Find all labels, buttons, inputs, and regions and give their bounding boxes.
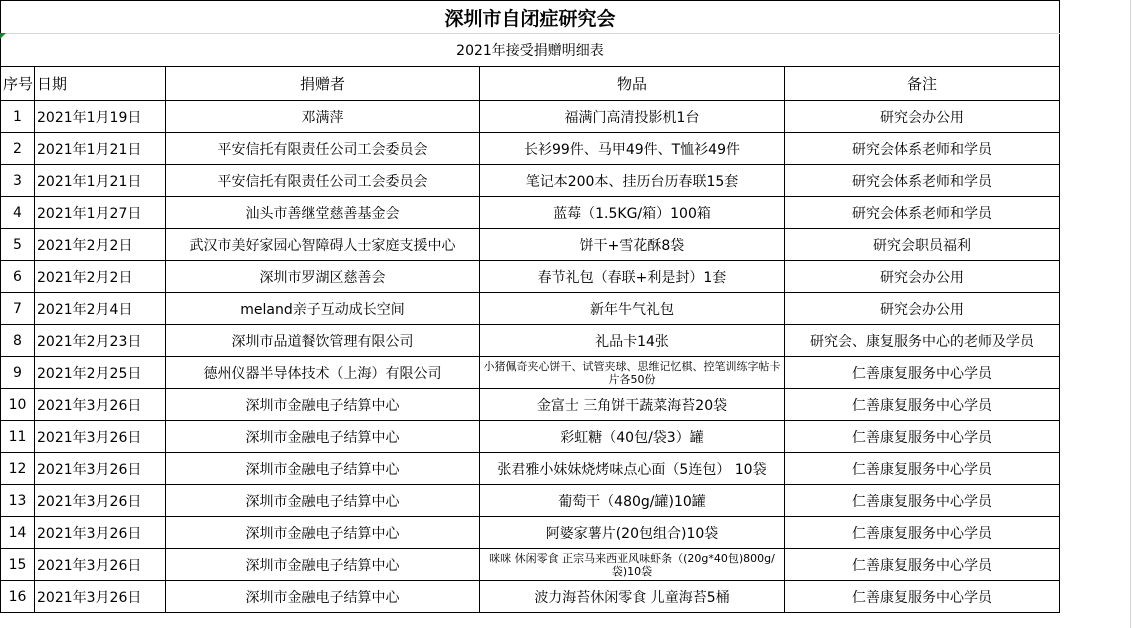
cell-note[interactable]: 研究会体系老师和学员 <box>785 165 1060 197</box>
header-note[interactable]: 备注 <box>785 67 1060 101</box>
cell-item[interactable]: 彩虹糖（40包/袋3）罐 <box>480 421 785 453</box>
header-seq[interactable]: 序号 <box>1 67 35 101</box>
cell-item[interactable]: 礼品卡14张 <box>480 325 785 357</box>
cell-seq[interactable]: 10 <box>1 389 35 421</box>
cell-note[interactable]: 仁善康复服务中心学员 <box>785 357 1060 389</box>
cell-seq[interactable]: 15 <box>1 549 35 581</box>
table-row <box>1 101 1060 133</box>
cell-note[interactable]: 仁善康复服务中心学员 <box>785 549 1060 581</box>
cell-date[interactable]: 2021年2月25日 <box>35 357 166 389</box>
title-row <box>1 1 1060 34</box>
cell-note[interactable]: 仁善康复服务中心学员 <box>785 453 1060 485</box>
cell-item[interactable]: 福满门高清投影机1台 <box>480 101 785 133</box>
cell-date[interactable]: 2021年3月26日 <box>35 549 166 581</box>
cell-date[interactable]: 2021年2月2日 <box>35 261 166 293</box>
cell-date[interactable]: 2021年3月26日 <box>35 517 166 549</box>
cell-date[interactable]: 2021年1月21日 <box>35 133 166 165</box>
cell-date[interactable]: 2021年2月23日 <box>35 325 166 357</box>
cell-seq[interactable]: 7 <box>1 293 35 325</box>
table-row <box>1 389 1060 421</box>
cell-seq[interactable]: 1 <box>1 101 35 133</box>
cell-date[interactable]: 2021年3月26日 <box>35 581 166 613</box>
cell-donor[interactable]: 深圳市罗湖区慈善会 <box>166 261 480 293</box>
cell-item[interactable]: 金富士 三角饼干蔬菜海苔20袋 <box>480 389 785 421</box>
cell-note[interactable]: 研究会办公用 <box>785 261 1060 293</box>
cell-donor[interactable]: 平安信托有限责任公司工会委员会 <box>166 133 480 165</box>
cell-item[interactable]: 春节礼包（春联+利是封）1套 <box>480 261 785 293</box>
cell-note[interactable]: 研究会、康复服务中心的老师及学员 <box>785 325 1060 357</box>
cell-seq[interactable]: 8 <box>1 325 35 357</box>
header-date[interactable]: 日期 <box>35 67 166 101</box>
table-row <box>1 581 1060 613</box>
cell-seq[interactable]: 11 <box>1 421 35 453</box>
cell-date[interactable]: 2021年1月19日 <box>35 101 166 133</box>
cell-note[interactable]: 研究会体系老师和学员 <box>785 197 1060 229</box>
table-row <box>1 485 1060 517</box>
cell-note[interactable]: 仁善康复服务中心学员 <box>785 485 1060 517</box>
cell-item[interactable]: 葡萄干（480g/罐)10罐 <box>480 485 785 517</box>
table-row <box>1 453 1060 485</box>
cell-donor[interactable]: 深圳市金融电子结算中心 <box>166 389 480 421</box>
cell-item[interactable]: 张君雅小妹妹烧烤味点心面（5连包） 10袋 <box>480 453 785 485</box>
cell-date[interactable]: 2021年2月2日 <box>35 229 166 261</box>
table-row <box>1 261 1060 293</box>
cell-note[interactable]: 研究会办公用 <box>785 293 1060 325</box>
cell-donor[interactable]: 武汉市美好家园心智障碍人士家庭支援中心 <box>166 229 480 261</box>
cell-seq[interactable]: 12 <box>1 453 35 485</box>
cell-donor[interactable]: 深圳市品道餐饮管理有限公司 <box>166 325 480 357</box>
cell-item[interactable]: 长衫99件、马甲49件、T恤衫49件 <box>480 133 785 165</box>
sheet-title[interactable]: 深圳市自闭症研究会 <box>1 1 1060 34</box>
header-item[interactable]: 物品 <box>480 67 785 101</box>
cell-seq[interactable]: 9 <box>1 357 35 389</box>
cell-note[interactable]: 研究会体系老师和学员 <box>785 133 1060 165</box>
cell-donor[interactable]: 深圳市金融电子结算中心 <box>166 485 480 517</box>
cell-donor[interactable]: meland亲子互动成长空间 <box>166 293 480 325</box>
cell-note[interactable]: 仁善康复服务中心学员 <box>785 389 1060 421</box>
cell-item[interactable]: 新年牛气礼包 <box>480 293 785 325</box>
cell-donor[interactable]: 汕头市善继堂慈善基金会 <box>166 197 480 229</box>
cell-date[interactable]: 2021年3月26日 <box>35 421 166 453</box>
cell-item[interactable]: 小猪佩奇夹心饼干、试管夹球、思维记忆棋、控笔训练字帖卡片各50份 <box>480 357 785 389</box>
cell-note[interactable]: 研究会职员福利 <box>785 229 1060 261</box>
cell-donor[interactable]: 邓满萍 <box>166 101 480 133</box>
cell-seq[interactable]: 13 <box>1 485 35 517</box>
cell-corner-marker <box>0 33 6 39</box>
table-row <box>1 293 1060 325</box>
cell-seq[interactable]: 14 <box>1 517 35 549</box>
cell-date[interactable]: 2021年3月26日 <box>35 485 166 517</box>
cell-donor[interactable]: 德州仪器半导体技术（上海）有限公司 <box>166 357 480 389</box>
cell-seq[interactable]: 6 <box>1 261 35 293</box>
cell-item[interactable]: 咪咪 休闲零食 正宗马来西亚风味虾条（(20g*40包)800g/袋)10袋 <box>480 549 785 581</box>
table-row <box>1 197 1060 229</box>
cell-item[interactable]: 阿婆家薯片(20包组合)10袋 <box>480 517 785 549</box>
cell-item[interactable]: 波力海苔休闲零食 儿童海苔5桶 <box>480 581 785 613</box>
table-row <box>1 133 1060 165</box>
cell-seq[interactable]: 3 <box>1 165 35 197</box>
cell-donor[interactable]: 深圳市金融电子结算中心 <box>166 453 480 485</box>
sheet-subtitle[interactable]: 2021年接受捐赠明细表 <box>1 34 1060 67</box>
cell-note[interactable]: 仁善康复服务中心学员 <box>785 581 1060 613</box>
cell-date[interactable]: 2021年1月27日 <box>35 197 166 229</box>
cell-seq[interactable]: 16 <box>1 581 35 613</box>
cell-date[interactable]: 2021年3月26日 <box>35 389 166 421</box>
cell-donor[interactable]: 深圳市金融电子结算中心 <box>166 421 480 453</box>
cell-donor[interactable]: 深圳市金融电子结算中心 <box>166 517 480 549</box>
gridline <box>1130 0 1131 628</box>
cell-donor[interactable]: 深圳市金融电子结算中心 <box>166 581 480 613</box>
cell-seq[interactable]: 4 <box>1 197 35 229</box>
table-row <box>1 325 1060 357</box>
subtitle-row <box>1 34 1060 67</box>
table-row <box>1 517 1060 549</box>
cell-donor[interactable]: 深圳市金融电子结算中心 <box>166 549 480 581</box>
cell-item[interactable]: 蓝莓（1.5KG/箱）100箱 <box>480 197 785 229</box>
cell-donor[interactable]: 平安信托有限责任公司工会委员会 <box>166 165 480 197</box>
table-row <box>1 165 1060 197</box>
cell-seq[interactable]: 2 <box>1 133 35 165</box>
cell-date[interactable]: 2021年3月26日 <box>35 453 166 485</box>
table-row <box>1 229 1060 261</box>
header-row <box>1 67 1060 101</box>
cell-note[interactable]: 仁善康复服务中心学员 <box>785 421 1060 453</box>
cell-seq[interactable]: 5 <box>1 229 35 261</box>
table-row <box>1 421 1060 453</box>
cell-note[interactable]: 研究会办公用 <box>785 101 1060 133</box>
cell-item[interactable]: 饼干+雪花酥8袋 <box>480 229 785 261</box>
header-donor[interactable]: 捐赠者 <box>166 67 480 101</box>
table-row <box>1 357 1060 389</box>
cell-note[interactable]: 仁善康复服务中心学员 <box>785 517 1060 549</box>
cell-date[interactable]: 2021年2月4日 <box>35 293 166 325</box>
table-row <box>1 549 1060 581</box>
cell-date[interactable]: 2021年1月21日 <box>35 165 166 197</box>
cell-item[interactable]: 笔记本200本、挂历台历春联15套 <box>480 165 785 197</box>
